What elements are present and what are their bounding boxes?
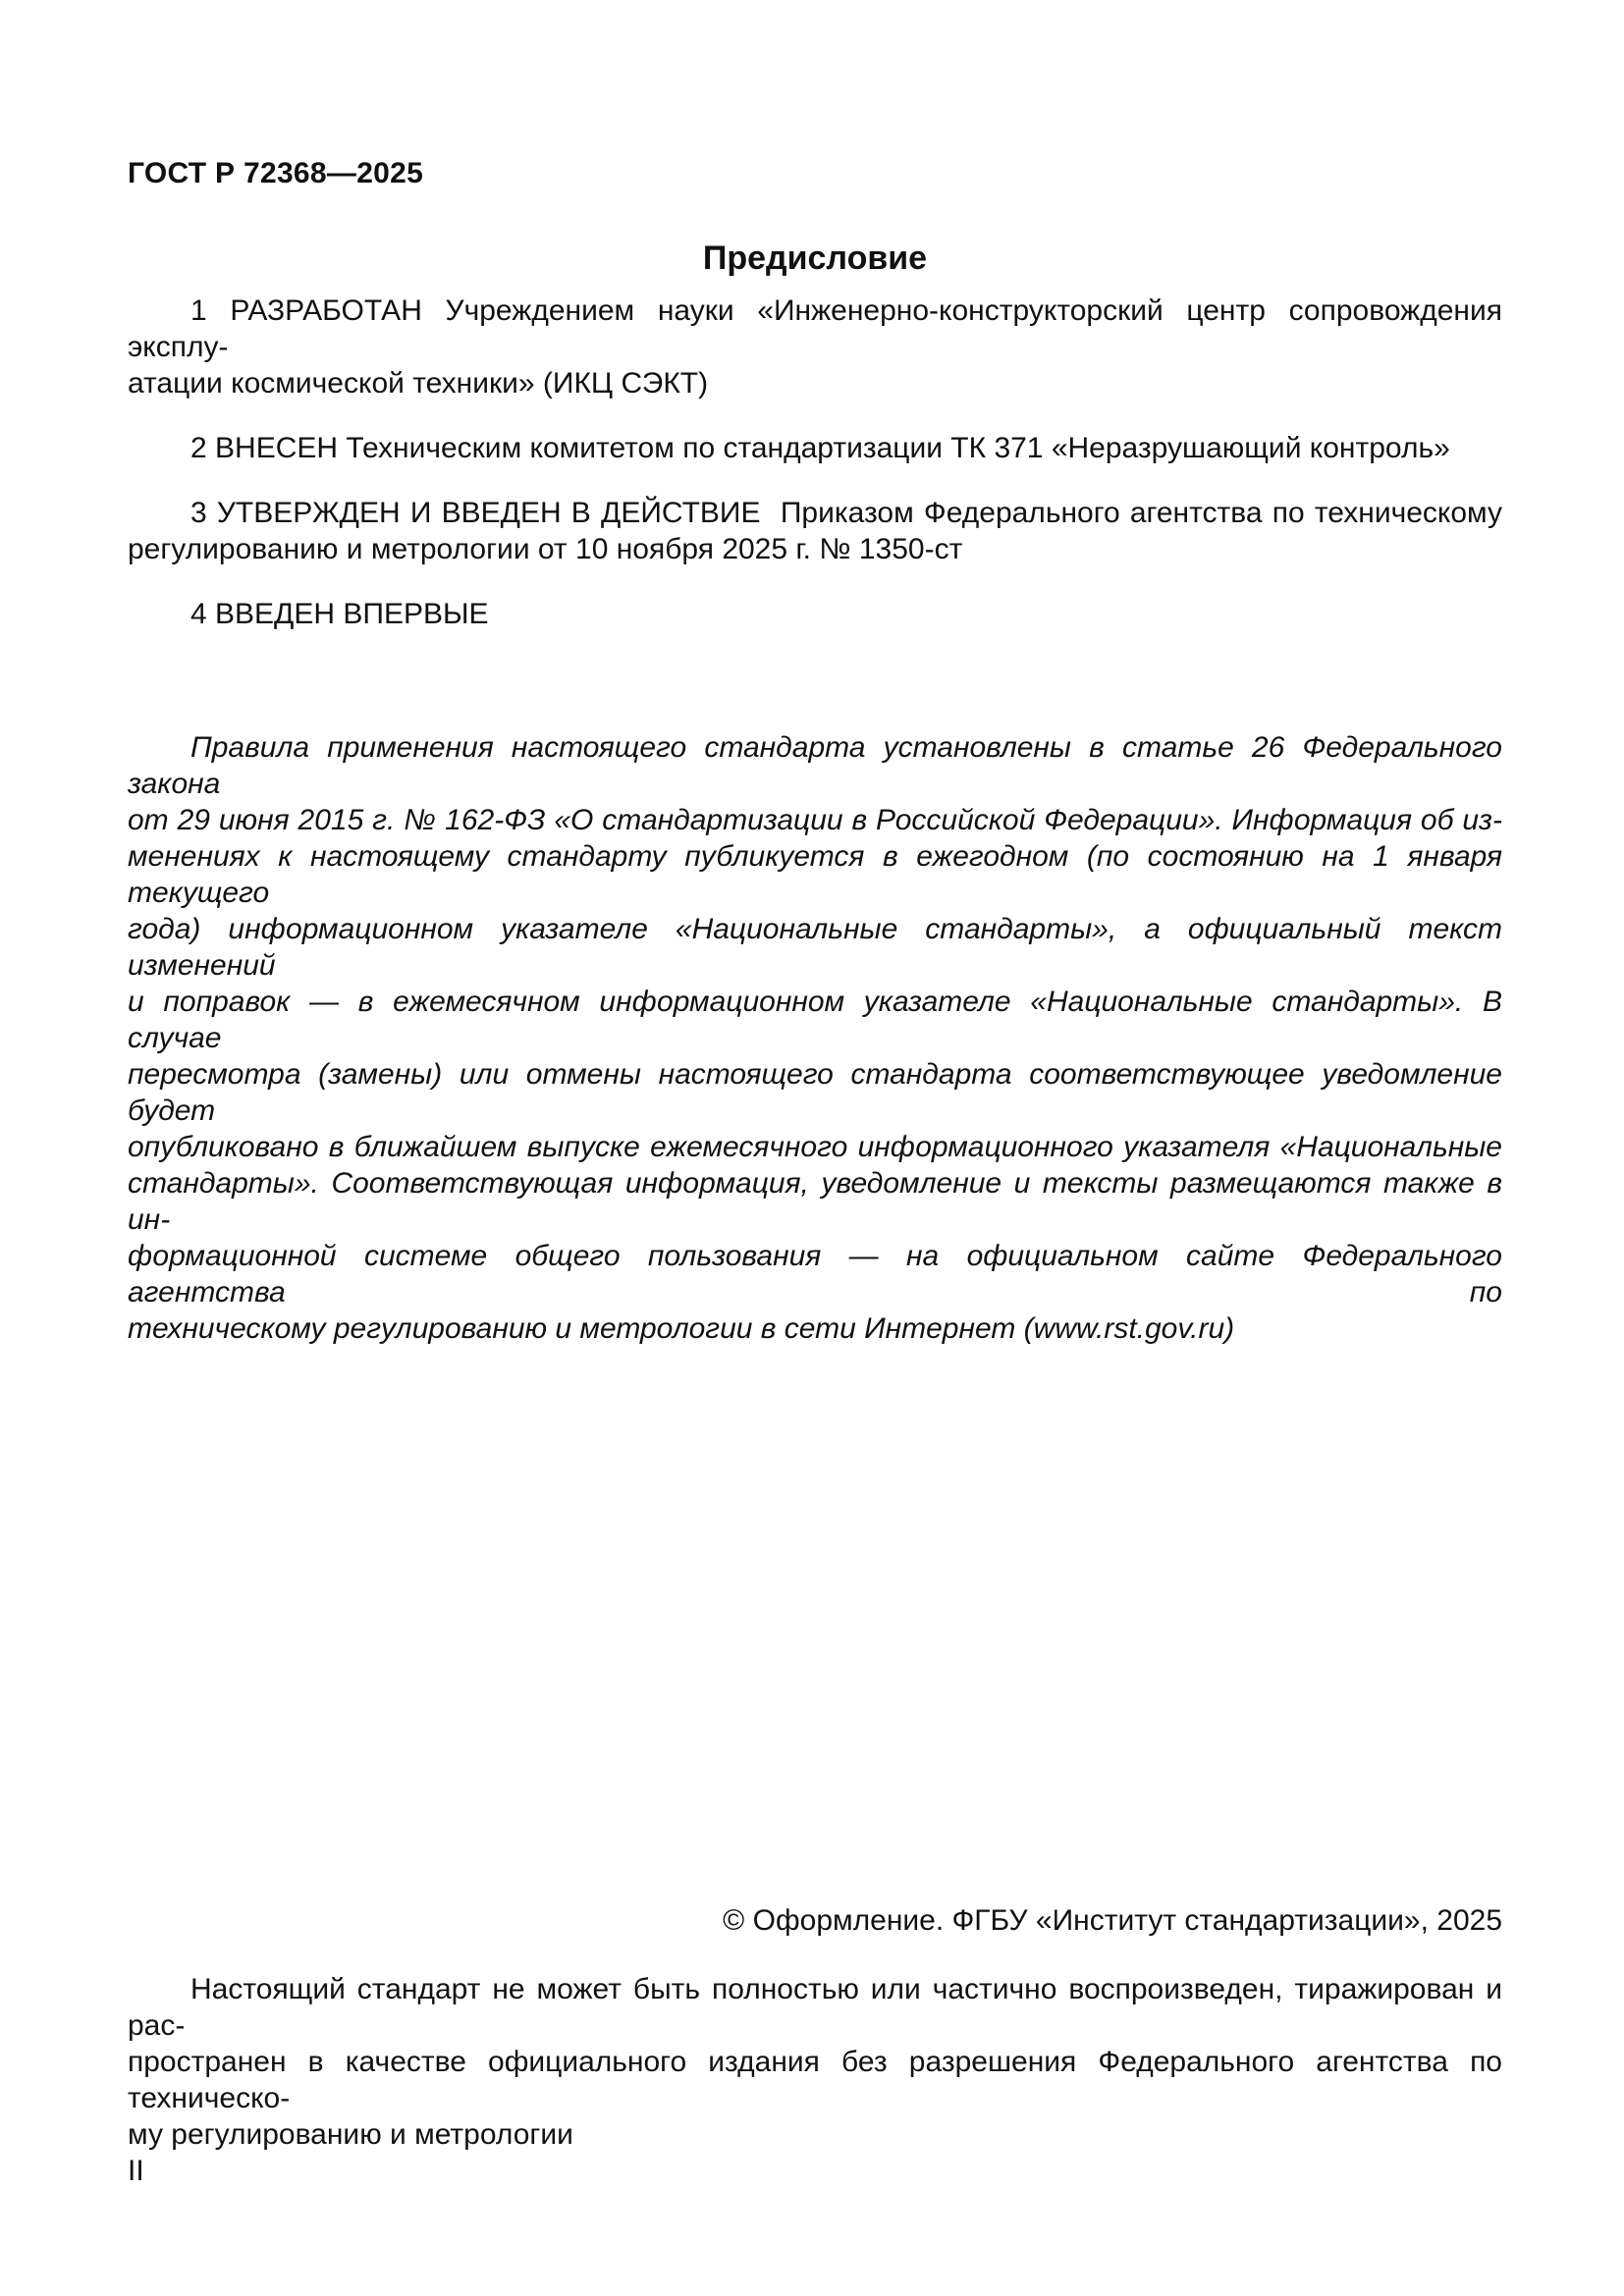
text-line: менениях к настоящему стандарту публикуется в ежегодном (по состоянию на 1 января текущего xyxy=(128,840,1502,909)
text-line: от 29 июня 2015 г. № 162-ФЗ «О стандартизации в Российской Федерации». Информация об из- xyxy=(128,804,1502,836)
text-line: 3 УТВЕРЖДЕН И ВВЕДЕН В ДЕЙСТВИЕ Приказом Федерального агентства по техническому xyxy=(190,497,1502,529)
text-line: 2 ВНЕСЕН Техническим комитетом по стандартизации ТК 371 «Неразрушающий контроль» xyxy=(190,432,1450,464)
text-line: Правила применения настоящего стандарта установлены в статье 26 Федерального закона xyxy=(128,731,1502,800)
text-line: пространен в качестве официального издания без разрешения Федерального агентства по техническо- xyxy=(128,2046,1502,2114)
text-line: года) информационном указателе «Национальные стандарты», а официальный текст изменений xyxy=(128,913,1502,982)
text-line: регулированию и метрологии от 10 ноября 2025 г. № 1350-ст xyxy=(128,533,963,565)
text-line: 4 ВВЕДЕН ВПЕРВЫЕ xyxy=(190,598,489,630)
text-line: Настоящий стандарт не может быть полностью или частично воспроизведен, тиражирован и рас- xyxy=(128,1973,1502,2042)
copyright-line: © Оформление. ФГБУ «Институт стандартизации», 2025 xyxy=(723,1904,1502,1937)
preface-item-introduced xyxy=(128,596,1502,632)
text-line: и поправок — в ежемесячном информационном указателе «Национальные стандарты». В случае xyxy=(128,986,1502,1054)
text-line: опубликовано в ближайшем выпуске ежемесячного информационного указателя «Национальные xyxy=(128,1131,1502,1163)
preface-item-developed xyxy=(128,293,1502,401)
preface-item-approved xyxy=(128,495,1502,567)
legal-note xyxy=(128,729,1502,1347)
text-line: атации космической техники» (ИКЦ СЭКТ) xyxy=(128,367,709,400)
text-line: стандарты». Соответствующая информация, уведомление и тексты размещаются также в ин- xyxy=(128,1167,1502,1236)
page-content xyxy=(128,155,1502,1347)
preface-item-submitted xyxy=(128,430,1502,466)
text-line: формационной системе общего пользования — на официальном сайте Федерального агентства по xyxy=(128,1240,1502,1308)
text-line: му регулированию и метрологии xyxy=(128,2118,573,2151)
reproduction-note xyxy=(128,1971,1502,2153)
doc-code: ГОСТ Р 72368—2025 xyxy=(128,157,424,189)
page-number: II xyxy=(128,2155,144,2187)
page-title: Предисловие xyxy=(702,240,928,277)
text-line: 1 РАЗРАБОТАН Учреждением науки «Инженерно-конструкторский центр сопровождения эксплу- xyxy=(128,294,1502,363)
page-footer xyxy=(128,1902,1502,2189)
text-line: техническому регулированию и метрологии в сети Интернет (www.rst.gov.ru) xyxy=(128,1312,1235,1345)
text-line: пересмотра (замены) или отмены настоящего стандарта соответствующее уведомление будет xyxy=(128,1058,1502,1127)
